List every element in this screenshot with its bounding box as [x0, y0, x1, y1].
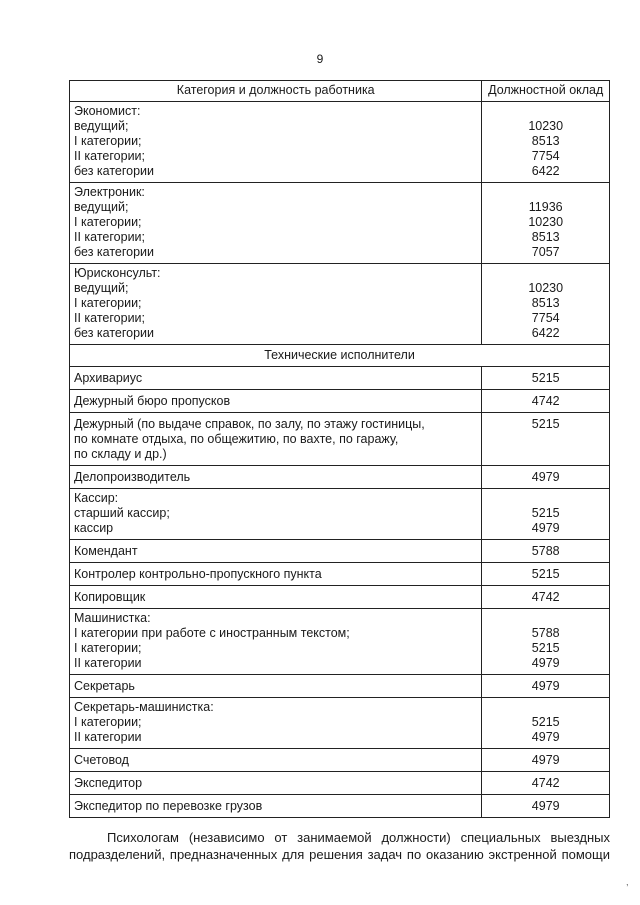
category-label: без категории [74, 326, 155, 340]
position-label: Экспедитор [70, 772, 482, 795]
group-title: Юрисконсульт: [74, 266, 161, 280]
category-label: I категории; [74, 296, 142, 310]
position-label: Дежурный (по выдаче справок, по залу, по этажу гостиницы, [74, 417, 425, 431]
table-row [70, 698, 610, 749]
salary-value: 5215 [482, 413, 610, 466]
position-label: Комендант [70, 540, 482, 563]
salary-value: 8513 [531, 134, 560, 148]
salary-value: 4979 [482, 749, 610, 772]
salary-value: 8513 [531, 230, 560, 244]
salary-value: 11936 [528, 200, 563, 214]
salary-value: 4742 [482, 772, 610, 795]
category-label: I категории при работе с иностранным текстом; [74, 626, 350, 640]
position-label: Архивариус [70, 367, 482, 390]
paragraph-line: Психологам (независимо от занимаемой должности) специальных выездных [107, 830, 610, 845]
table-row [70, 390, 610, 413]
position-label: Счетовод [70, 749, 482, 772]
position-label: Дежурный бюро пропусков [70, 390, 482, 413]
position-cell [70, 264, 482, 345]
salary-value: 5215 [482, 367, 610, 390]
table-row [70, 795, 610, 818]
group-title: Кассир: [74, 491, 119, 505]
category-label: II категории [74, 656, 142, 670]
paragraph-line: подразделений, предназначенных для решения задач по оказанию экстренной помощи [69, 847, 610, 862]
position-label: Секретарь [70, 675, 482, 698]
page-number: 9 [316, 52, 324, 66]
category-label: II категории; [74, 230, 146, 244]
position-cell [70, 102, 482, 183]
position-cell [70, 183, 482, 264]
table-row [70, 413, 610, 466]
salary-value: 7754 [531, 149, 560, 163]
salary-table [69, 80, 610, 818]
salary-value: 5215 [531, 506, 560, 520]
table-row [70, 466, 610, 489]
table-row [70, 563, 610, 586]
table-row [70, 586, 610, 609]
salary-value: 4742 [482, 586, 610, 609]
category-label: ведущий; [74, 119, 129, 133]
table-row [70, 675, 610, 698]
section-title: Технические исполнители [70, 345, 610, 367]
salary-value: 10230 [528, 281, 564, 295]
category-label: I категории; [74, 134, 142, 148]
section-row [70, 345, 610, 367]
table-row [70, 749, 610, 772]
salary-value: 5215 [531, 641, 560, 655]
salary-value: 10230 [528, 215, 564, 229]
category-label: I категории; [74, 641, 142, 655]
salary-value: 5215 [482, 563, 610, 586]
position-label: Делопроизводитель [70, 466, 482, 489]
position-cell [70, 698, 482, 749]
salary-value: 4979 [482, 675, 610, 698]
category-label: I категории; [74, 215, 142, 229]
category-label: кассир [74, 521, 114, 535]
group-title: Машинистка: [74, 611, 151, 625]
category-label: ведущий; [74, 200, 129, 214]
salary-value: 8513 [531, 296, 560, 310]
table-row [70, 102, 610, 183]
table-row [70, 489, 610, 540]
category-label: без категории [74, 164, 155, 178]
salary-cell [482, 183, 610, 264]
position-cell [70, 489, 482, 540]
table-row [70, 367, 610, 390]
salary-value: 5788 [482, 540, 610, 563]
position-label: по складу и др.) [74, 447, 167, 461]
salary-value: 4979 [482, 466, 610, 489]
position-cell [70, 609, 482, 675]
category-label: II категории [74, 730, 142, 744]
category-label: без категории [74, 245, 155, 259]
category-label: I категории; [74, 715, 142, 729]
category-label: ведущий; [74, 281, 129, 295]
salary-value: 4742 [482, 390, 610, 413]
table-row [70, 183, 610, 264]
header-salary: Должностной оклад [482, 81, 610, 102]
group-title: Экономист: [74, 104, 141, 118]
salary-cell [482, 609, 610, 675]
salary-value: 6422 [531, 164, 560, 178]
position-cell [70, 413, 482, 466]
salary-value: 4979 [531, 521, 560, 535]
salary-value: 4979 [482, 795, 610, 818]
table-header-row [70, 81, 610, 102]
table-row [70, 540, 610, 563]
salary-cell [482, 264, 610, 345]
group-title: Секретарь-машинистка: [74, 700, 214, 714]
salary-value: 7754 [531, 311, 560, 325]
header-category: Категория и должность работника [70, 81, 482, 102]
category-label: старший кассир; [74, 506, 170, 520]
salary-value: 5215 [531, 715, 560, 729]
salary-value: 4979 [531, 730, 560, 744]
position-label: Экспедитор по перевозке грузов [70, 795, 482, 818]
position-label: по комнате отдыха, по общежитию, по вахте, по гаражу, [74, 432, 399, 446]
salary-value: 4979 [531, 656, 560, 670]
category-label: II категории; [74, 149, 146, 163]
salary-value: 6422 [531, 326, 560, 340]
scan-mark: , [626, 877, 629, 887]
salary-cell [482, 698, 610, 749]
salary-cell [482, 102, 610, 183]
salary-value: 10230 [528, 119, 564, 133]
position-label: Контролер контрольно-пропускного пункта [70, 563, 482, 586]
table-row [70, 264, 610, 345]
salary-value: 7057 [531, 245, 560, 259]
table-row [70, 609, 610, 675]
salary-cell [482, 489, 610, 540]
table-row [70, 772, 610, 795]
position-label: Копировщик [70, 586, 482, 609]
body-paragraph [69, 829, 610, 863]
category-label: II категории; [74, 311, 146, 325]
group-title: Электроник: [74, 185, 145, 199]
salary-value: 5788 [531, 626, 560, 640]
